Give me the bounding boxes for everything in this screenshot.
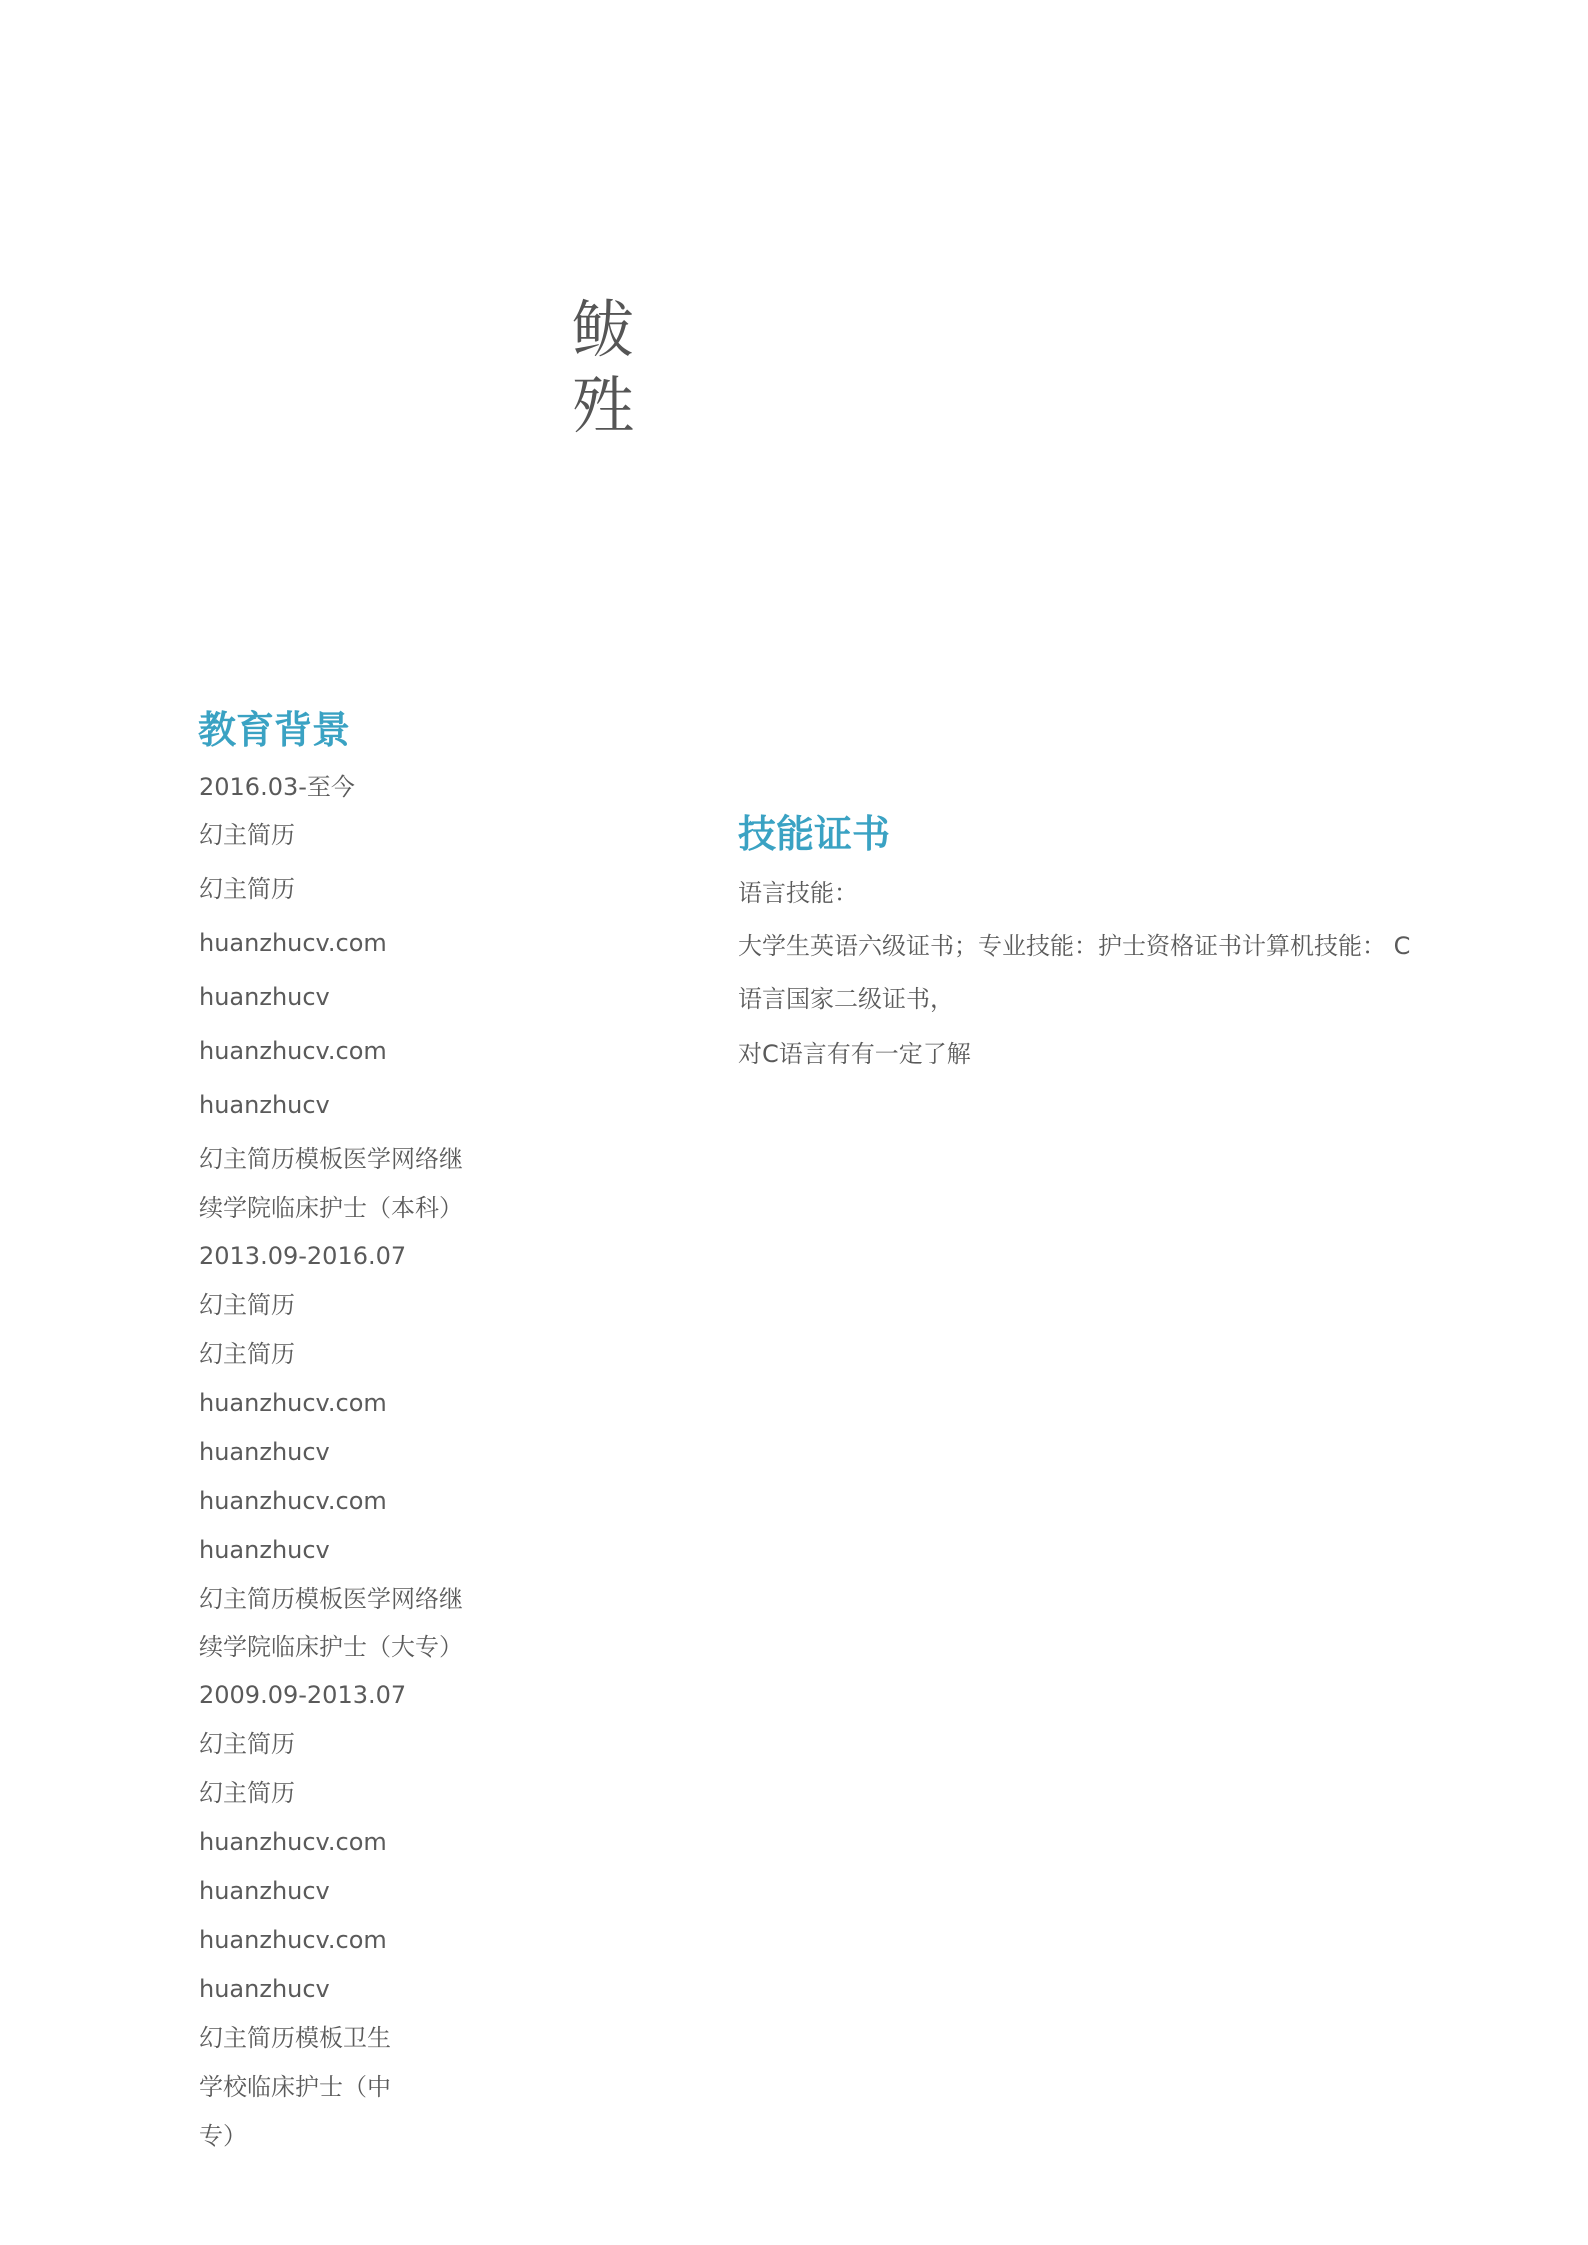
education-line: 幻主简历 xyxy=(199,1291,295,1319)
skills-line: 大学生英语六级证书；专业技能：护士资格证书计算机技能： C xyxy=(738,932,1411,960)
education-line: 幻主简历模板卫生 xyxy=(199,2024,391,2052)
education-line: huanzhucv xyxy=(199,983,330,1011)
education-line: 幻主简历 xyxy=(199,875,295,903)
education-line: 2013.09-2016.07 xyxy=(199,1242,407,1270)
education-line: 续学院临床护士（本科） xyxy=(199,1194,463,1222)
name-glyph: 鲅 xyxy=(572,293,633,366)
education-line: huanzhucv xyxy=(199,1438,330,1466)
education-line: huanzhucv.com xyxy=(199,1389,387,1417)
skills-heading: 技能证书 xyxy=(738,812,891,856)
education-line: 幻主简历模板医学网络继 xyxy=(199,1145,463,1173)
skills-line: 对C语言有有一定了解 xyxy=(738,1040,971,1068)
education-line: 幻主简历 xyxy=(199,1730,295,1758)
education-line: 幻主简历 xyxy=(199,1340,295,1368)
education-line: 专） xyxy=(199,2122,247,2150)
education-line: 续学院临床护士（大专） xyxy=(199,1633,463,1661)
education-line: huanzhucv.com xyxy=(199,1037,387,1065)
education-line: huanzhucv.com xyxy=(199,1926,387,1954)
education-line: huanzhucv xyxy=(199,1877,330,1905)
education-line: huanzhucv.com xyxy=(199,1487,387,1515)
education-line: huanzhucv.com xyxy=(199,929,387,957)
education-line: 2009.09-2013.07 xyxy=(199,1681,407,1709)
education-line: huanzhucv.com xyxy=(199,1828,387,1856)
education-line: huanzhucv xyxy=(199,1091,330,1119)
education-line: 2016.03-至今 xyxy=(199,773,355,801)
education-line: 幻主简历 xyxy=(199,821,295,849)
education-line: huanzhucv xyxy=(199,1975,330,2003)
education-line: 幻主简历模板医学网络继 xyxy=(199,1585,463,1613)
education-heading: 教育背景 xyxy=(198,708,351,752)
name-glyph: 殅 xyxy=(572,369,633,442)
name-title xyxy=(572,292,692,444)
skills-line: 语言技能： xyxy=(738,879,858,907)
education-line: 幻主简历 xyxy=(199,1779,295,1807)
education-line: 学校临床护士（中 xyxy=(199,2073,391,2101)
skills-line: 语言国家二级证书， xyxy=(738,985,954,1013)
education-line: huanzhucv xyxy=(199,1536,330,1564)
